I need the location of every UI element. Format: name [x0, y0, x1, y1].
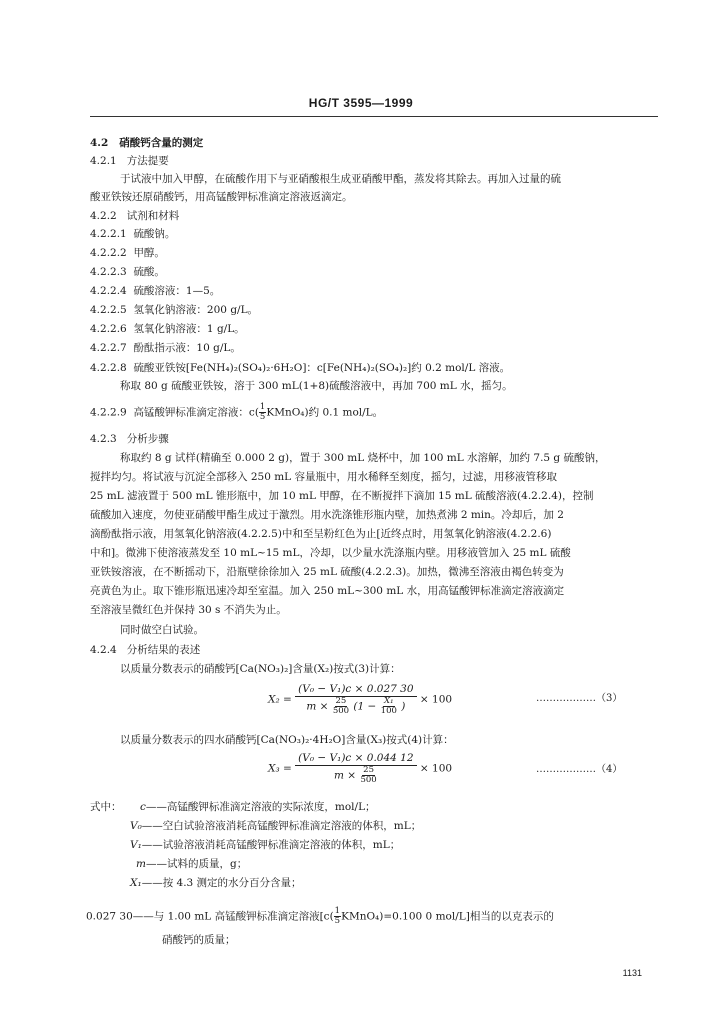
formula-lhs: X₂ = — [268, 693, 292, 706]
paragraph-line: 硝酸钙的质量； — [162, 934, 236, 946]
formula-3 — [268, 683, 452, 716]
reagent-text: KMnO₄)约 0.1 mol/L。 — [266, 406, 384, 419]
paragraph-line: 中和]。微沸下使溶液蒸发至 10 mL~15 mL，冷却，以少量水洗涤瓶内壁。用移液管加入 25 mL 硫酸 — [90, 547, 571, 559]
reagent-text: 硫酸溶液：1—5。 — [133, 285, 221, 297]
paragraph-line: 称取 80 g 硫酸亚铁铵，溶于 300 mL(1+8)硫酸溶液中，再加 700 mL 水，摇匀。 — [120, 380, 513, 392]
section-number: 4.2.1 — [90, 155, 117, 167]
fraction-x1-100 — [380, 697, 398, 716]
where-item — [130, 876, 302, 890]
symbol-definition: ——试验溶液消耗高锰酸钾标准滴定溶液的体积，mL； — [141, 839, 401, 851]
paragraph-line: 硫酸加入速度，勿使亚硝酸甲酯生成过于激烈。用水洗涤锥形瓶内壁，加热煮沸 2 min。冷却后，加 2 — [90, 509, 564, 521]
paragraph-line: 亚铁铵溶液，在不断摇动下，沿瓶壁徐徐加入 25 mL 硫酸(4.2.2.3)。加热，微沸至溶液由褐色转变为 — [90, 566, 564, 578]
fraction-denominator: 5 — [259, 412, 266, 422]
symbol-definition: KMnO₄)=0.100 0 mol/L]相当的以克表示的 — [341, 910, 554, 923]
standard-code-header: HG/T 3595—1999 — [308, 96, 414, 110]
reagent-item — [90, 341, 241, 355]
reagent-item — [90, 284, 220, 298]
formula-numerator: (V₀ − V₁)c × 0.044 12 — [295, 752, 416, 766]
where-item — [86, 907, 554, 926]
reagent-text: 氢氧化钠溶液：200 g/L。 — [133, 304, 259, 316]
section-4-2-1 — [90, 154, 169, 168]
paragraph-line: 至溶液呈微红色并保持 30 s 不消失为止。 — [90, 604, 287, 616]
formula-lhs: X₃ = — [268, 762, 292, 775]
reagent-item — [90, 303, 258, 317]
formula-numerator: (V₀ − V₁)c × 0.027 30 — [295, 683, 416, 697]
symbol-definition: ——试料的质量，g； — [145, 858, 248, 870]
symbol: X₁ — [130, 877, 142, 889]
formula-fraction — [295, 683, 416, 716]
fraction-one-fifth — [334, 907, 341, 926]
reagent-number: 4.2.2.6 — [90, 323, 127, 335]
reagent-text: 酚酞指示液：10 g/L。 — [133, 342, 241, 354]
fraction-numerator: 1 — [334, 906, 341, 916]
reagent-item — [90, 322, 245, 336]
where-item — [130, 819, 421, 833]
paragraph-line: 称取约 8 g 试样(精确至 0.000 2 g)，置于 300 mL 烧杯中，加 100 mL 水溶解，加约 7.5 g 硫酸钠， — [120, 452, 606, 464]
fraction-numerator: 25 — [363, 765, 374, 775]
reagent-number: 4.2.2.7 — [90, 342, 127, 354]
section-title: 试剂和材料 — [126, 210, 180, 222]
symbol: 0.027 30 — [86, 910, 133, 923]
reagent-text: 氢氧化钠溶液：1 g/L。 — [133, 323, 245, 335]
reagent-number: 4.2.2.8 — [90, 362, 127, 374]
paragraph-line: 以质量分数表示的硝酸钙[Ca(NO₃)₂]含量(X₂)按式(3)计算： — [120, 663, 401, 675]
symbol-definition: ——与 1.00 mL 高锰酸钾标准滴定溶液[c( — [132, 910, 334, 923]
section-title: 分析步骤 — [126, 433, 169, 445]
denominator-text: m × — [306, 700, 329, 713]
fraction-25-500 — [359, 766, 377, 785]
fraction-numerator: 25 — [335, 696, 347, 706]
symbol: V₀ — [130, 820, 142, 832]
reagent-number: 4.2.2.2 — [90, 247, 127, 259]
symbol-definition: ——按 4.3 测定的水分百分含量； — [141, 877, 302, 889]
reagent-item — [90, 265, 165, 279]
fraction-numerator: 1 — [259, 402, 266, 412]
fraction-denominator: 500 — [360, 775, 377, 785]
section-4-2-2 — [90, 209, 179, 223]
paragraph-line: 以质量分数表示的四水硝酸钙[Ca(NO₃)₂·4H₂O]含量(X₃)按式(4)计算： — [120, 734, 454, 746]
where-intro: 式中： — [90, 801, 122, 813]
where-item — [140, 800, 376, 814]
reagent-item — [90, 361, 510, 375]
denominator-text: (1 − — [353, 700, 377, 713]
reagent-text: 高锰酸钾标准滴定溶液：c( — [133, 406, 259, 419]
reagent-item — [90, 403, 383, 422]
reagent-text: 甲醇。 — [133, 247, 165, 259]
paragraph-line: 25 mL 滤液置于 500 mL 锥形瓶中，加 10 mL 甲醇，在不断搅拌下滴加 15 mL 硫酸溶液(4.2.2.4)，控制 — [90, 490, 594, 502]
fraction-25-500 — [332, 697, 350, 716]
reagent-number: 4.2.2.4 — [90, 285, 127, 297]
paragraph-line: 酸亚铁铵还原硝酸钙，用高锰酸钾标准滴定溶液返滴定。 — [90, 191, 353, 203]
section-number: 4.2 — [90, 137, 109, 149]
reagent-number: 4.2.2.3 — [90, 266, 127, 278]
reagent-item — [90, 227, 175, 241]
formula-denominator — [331, 766, 381, 785]
section-title: 硝酸钙含量的测定 — [119, 137, 204, 149]
section-title: 分析结果的表述 — [126, 644, 201, 656]
formula-4 — [268, 752, 452, 785]
reagent-number: 4.2.2.1 — [90, 228, 127, 240]
section-4-2-3 — [90, 432, 169, 446]
paragraph-line: 亮黄色为止。取下锥形瓶迅速冷却至室温。加入 250 mL~300 mL 水，用高锰酸钾标准滴定溶液滴定 — [90, 585, 565, 597]
fraction-numerator: X₁ — [384, 696, 394, 706]
formula-tail: × 100 — [419, 693, 453, 706]
paragraph-line: 同时做空白试验。 — [120, 624, 204, 636]
section-4-2-4 — [90, 643, 200, 657]
formula-number-3: ………………（3） — [536, 693, 623, 704]
symbol: V₁ — [130, 839, 142, 851]
section-title: 方法提要 — [126, 155, 169, 167]
header-rule — [90, 116, 658, 117]
section-number: 4.2.4 — [90, 644, 117, 656]
symbol-definition: ——空白试验溶液消耗高锰酸钾标准滴定溶液的体积，mL； — [141, 820, 422, 832]
section-4-2 — [90, 136, 203, 150]
paragraph-line: 搅拌均匀。将试液与沉淀全部移入 250 mL 容量瓶中，用水稀释至刻度，摇匀，过滤，用移液管移取 — [90, 471, 557, 483]
reagent-number: 4.2.2.9 — [90, 406, 127, 419]
symbol: c — [140, 801, 146, 813]
denominator-text: m × — [334, 769, 357, 782]
formula-tail: × 100 — [419, 762, 453, 775]
where-item — [130, 838, 400, 852]
fraction-denominator: 5 — [334, 916, 341, 926]
section-number: 4.2.2 — [90, 210, 117, 222]
section-number: 4.2.3 — [90, 433, 117, 445]
reagent-text: 硫酸钠。 — [133, 228, 176, 240]
formula-denominator — [303, 697, 408, 716]
page-number: 1131 — [622, 968, 642, 978]
where-item — [136, 857, 247, 871]
symbol-definition: ——高锰酸钾标准滴定溶液的实际浓度，mol/L； — [145, 801, 376, 813]
paragraph-line: 于试液中加入甲醇，在硫酸作用下与亚硝酸根生成亚硝酸甲酯，蒸发将其除去。再加入过量的硫 — [120, 173, 561, 185]
fraction-denominator: 500 — [332, 706, 350, 716]
formula-fraction — [295, 752, 416, 785]
paragraph-line: 滴酚酞指示液，用氢氧化钠溶液(4.2.2.5)中和至呈粉红色为止[近终点时，用氢氧化钠溶液(4.2.2.6) — [90, 528, 552, 540]
denominator-text: ) — [401, 700, 406, 713]
symbol: m — [136, 858, 146, 870]
reagent-number: 4.2.2.5 — [90, 304, 127, 316]
reagent-item — [90, 246, 165, 260]
fraction-denominator: 100 — [380, 706, 397, 716]
reagent-text: 硫酸。 — [133, 266, 165, 278]
formula-number-4: ………………（4） — [536, 764, 623, 775]
reagent-text: 硫酸亚铁铵[Fe(NH₄)₂(SO₄)₂·6H₂O]：c[Fe(NH₄)₂(SO₄)₂]约 0.2 mol/L 溶液。 — [133, 362, 511, 374]
